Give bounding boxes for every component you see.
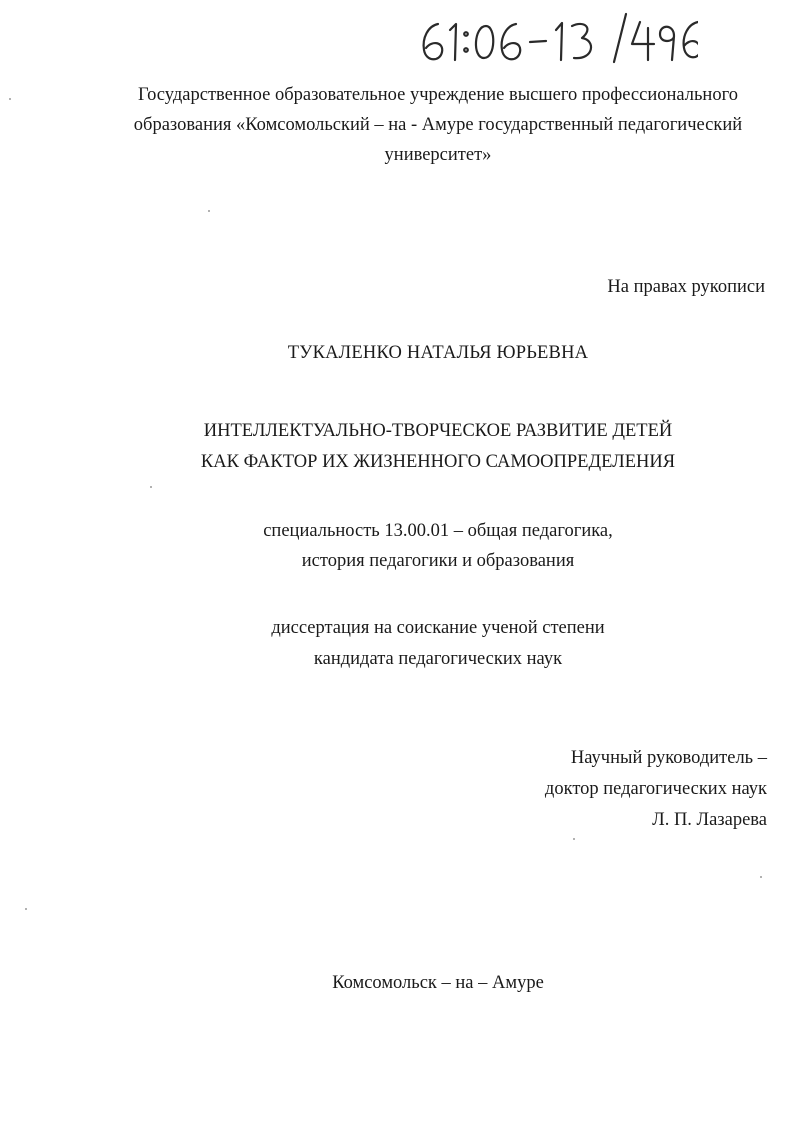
specialty-line-1: специальность 13.00.01 – общая педагогика, [263, 521, 613, 541]
title-line-1: ИНТЕЛЛЕКТУАЛЬНО-ТВОРЧЕСКОЕ РАЗВИТИЕ ДЕТЕЙ [203, 421, 673, 441]
city: Комсомольск – на – Амуре [332, 973, 544, 993]
scan-speck [150, 486, 152, 488]
institution-line-3: университет» [384, 145, 492, 165]
handwritten-archive-code-drawing [408, 10, 698, 72]
degree-statement [100, 613, 776, 675]
scan-speck [760, 876, 762, 878]
supervisor-block [430, 743, 767, 836]
specialty [100, 516, 776, 576]
author-name: ТУКАЛЕНКО НАТАЛЬЯ ЮРЬЕВНА [287, 343, 589, 363]
institution-line-2: образования «Комсомольский – на - Амуре государственный педагогический [133, 115, 743, 135]
manuscript-rights-note: На правах рукописи [607, 277, 765, 297]
title-line-2: КАК ФАКТОР ИХ ЖИЗНЕННОГО САМООПРЕДЕЛЕНИЯ [200, 452, 676, 472]
scan-speck [9, 98, 11, 100]
scan-speck [208, 210, 210, 212]
institution-line-1: Государственное образовательное учреждение высшего профессионального [138, 85, 738, 105]
supervisor-line-2: доктор педагогических наук [544, 779, 767, 799]
degree-line-2: кандидата педагогических наук [313, 649, 563, 669]
institution-name [100, 80, 776, 170]
degree-line-1: диссертация на соискание ученой степени [271, 618, 605, 638]
supervisor-line-1: Научный руководитель – [570, 748, 767, 768]
scan-speck [573, 838, 575, 840]
specialty-line-2: история педагогики и образования [301, 551, 575, 571]
supervisor-line-3: Л. П. Лазарева [652, 810, 767, 830]
dissertation-title [100, 416, 776, 478]
handwritten-archive-code [408, 10, 698, 72]
scan-speck [25, 908, 27, 910]
